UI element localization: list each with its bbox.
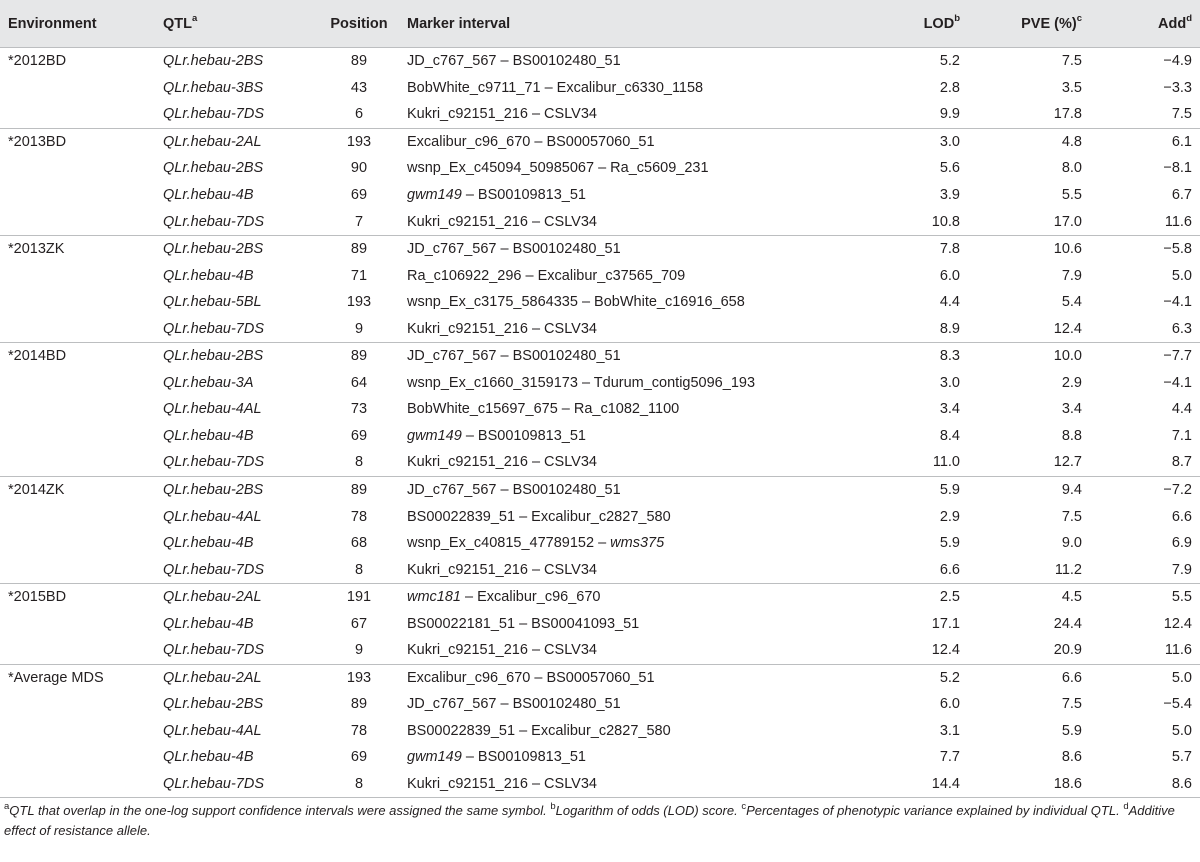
pve-cell: 24.4 [1053,615,1082,632]
lod-cell: 3.4 [939,401,960,418]
table-row [0,637,1200,664]
environment-cell [0,771,161,798]
pve-cell: 8.6 [1061,749,1082,766]
add-cell: 7.5 [1171,106,1192,123]
add-cell: −7.7 [1082,343,1200,370]
lod-cell: 7.8 [840,235,960,262]
position-cell: 71 [350,267,368,284]
pve-cell: 10.6 [960,235,1082,262]
environment-cell [0,449,161,476]
pve-cell: 4.5 [960,583,1082,610]
marker-name: BS00022839_51 – Excalibur_c2827_580 [407,722,671,739]
add-cell: 5.0 [1082,664,1200,691]
lod-cell: 8.9 [939,320,960,337]
marker-interval-cell [407,423,840,450]
add-cell: −3.3 [1163,79,1192,96]
marker-interval-cell [407,691,840,718]
marker-interval-cell [407,315,840,342]
footnote-text: Logarithm of odds (LOD) score. [555,803,738,819]
marker-interval-cell [407,235,840,262]
environment-cell: *2014ZK [0,476,161,503]
add-cell: 5.7 [1171,749,1192,766]
add-cell: −5.8 [1082,235,1200,262]
table-row [0,664,1200,691]
table-body [0,48,1200,798]
pve-cell: 18.6 [960,771,1082,798]
add-cell: −4.1 [1163,294,1192,311]
table-row [0,128,1200,155]
environment-cell: *2014BD [0,343,161,370]
lod-cell: 3.0 [840,128,960,155]
add-cell: −4.9 [1082,48,1200,75]
qtl-cell: QLr.hebau-2BS [163,160,264,177]
table-row [0,771,1200,798]
qtl-cell: QLr.hebau-2BS [161,343,311,370]
marker-interval-cell [407,75,840,102]
marker-name: Kukri_c92151_216 – CSLV34 [407,776,597,793]
add-cell: 5.0 [1171,267,1192,284]
marker-name: wsnp_Ex_c40815_47789152 – [407,535,611,552]
qtl-cell: QLr.hebau-7DS [161,771,311,798]
qtl-cell: QLr.hebau-4B [163,267,254,284]
lod-cell: 11.0 [932,454,960,471]
table-row [0,370,1200,397]
lod-cell: 8.4 [939,427,960,444]
marker-name: wsnp_Ex_c1660_3159173 – Tdurum_contig5096_193 [407,374,756,391]
table-row [0,744,1200,771]
pve-cell: 10.0 [960,343,1082,370]
marker-name: BS00022839_51 – Excalibur_c2827_580 [407,508,671,525]
environment-cell [0,208,161,235]
environment-cell [0,75,161,102]
lod-cell: 3.9 [939,187,960,203]
add-cell: −8.1 [1163,160,1192,177]
pve-cell: 3.5 [1061,79,1082,96]
lod-cell: 6.6 [939,561,960,578]
marker-name: Kukri_c92151_216 – CSLV34 [407,106,597,123]
marker-interval-cell [407,289,840,316]
pve-cell: 20.9 [1053,642,1082,659]
footnote-marker-a: a [192,12,198,24]
position-cell: 9 [354,320,364,337]
position-cell: 67 [350,615,368,632]
marker-name: JD_c767_567 – BS00102480_51 [407,53,621,70]
add-cell: 6.9 [1171,535,1192,552]
pve-cell: 12.4 [1053,320,1082,337]
lod-cell: 3.0 [939,374,960,391]
qtl-cell: QLr.hebau-4AL [163,508,262,525]
marker-name: wsnp_Ex_c45094_50985067 – Ra_c5609_231 [407,160,709,177]
environment-cell [0,744,161,771]
add-cell: 8.7 [1171,454,1192,471]
environment-cell: *2013BD [0,128,161,155]
pve-cell: 2.9 [1061,374,1082,391]
pve-cell: 11.2 [1054,561,1082,578]
marker-interval-cell [407,556,840,583]
pve-cell: 5.4 [1061,294,1082,311]
marker-interval-cell [407,771,840,798]
environment-cell [0,262,161,289]
marker-interval-cell [407,182,840,209]
position-cell: 68 [350,535,368,552]
position-cell: 89 [350,696,368,713]
marker-name: Excalibur_c96_670 – BS00057060_51 [407,669,655,686]
table-row [0,718,1200,745]
environment-cell: *2015BD [0,583,161,610]
header-qtl [161,0,311,48]
pve-cell: 9.4 [960,476,1082,503]
add-cell: 6.3 [1171,320,1192,337]
table-row [0,155,1200,182]
marker-interval-cell [407,503,840,530]
pve-cell: 8.0 [1061,160,1082,177]
marker-name: Kukri_c92151_216 – CSLV34 [407,561,597,578]
environment-cell: *2013ZK [0,235,161,262]
marker-interval-cell [407,530,840,557]
marker-name: BS00022181_51 – BS00041093_51 [407,615,640,632]
position-cell: 43 [350,79,368,96]
header-add-label: Add [1158,15,1187,32]
marker-name: JD_c767_567 – BS00102480_51 [407,482,621,499]
table-row [0,235,1200,262]
pve-cell: 8.8 [1061,427,1082,444]
header-environment [0,0,161,48]
lod-cell: 4.4 [939,294,960,311]
environment-cell [0,423,161,450]
pve-cell: 7.5 [1061,508,1082,525]
marker-interval-cell [407,583,840,610]
lod-cell: 5.9 [840,476,960,503]
position-cell: 193 [311,128,407,155]
qtl-cell: QLr.hebau-7DS [163,320,265,337]
lod-cell: 5.2 [840,48,960,75]
footnote-marker-c: c [1076,12,1082,24]
marker-interval-cell [407,610,840,637]
table-row [0,530,1200,557]
add-cell: −7.2 [1082,476,1200,503]
position-cell: 89 [311,343,407,370]
lod-cell: 10.8 [931,213,960,230]
marker-name: BobWhite_c15697_675 – Ra_c1082_1100 [407,401,680,418]
position-cell: 89 [311,48,407,75]
table-row [0,315,1200,342]
lod-cell: 2.9 [939,508,960,525]
marker-interval-cell [407,476,840,503]
lod-cell: 7.7 [939,749,960,766]
qtl-cell: QLr.hebau-4B [163,427,254,444]
position-cell: 69 [350,427,368,444]
lod-cell: 6.0 [939,696,960,713]
header-marker-interval [407,0,840,48]
qtl-cell: QLr.hebau-2BS [161,476,311,503]
environment-cell [0,530,161,557]
environment-cell [0,289,161,316]
pve-cell: 7.5 [960,48,1082,75]
footnote-text: QTL that overlap in the one-log support confidence intervals were assigned the same symbol. [9,803,547,819]
footnote-letter: c [741,800,747,812]
marker-interval-cell [407,101,840,128]
qtl-cell: QLr.hebau-4AL [163,401,262,418]
marker-name-italic: gwm149 [407,427,462,444]
environment-cell [0,101,161,128]
position-cell: 64 [350,374,368,391]
lod-cell: 3.1 [939,722,960,739]
marker-interval-cell [407,370,840,397]
qtl-cell: QLr.hebau-3A [163,374,254,391]
lod-cell: 17.1 [931,615,960,632]
table-row [0,476,1200,503]
qtl-cell: QLr.hebau-4B [163,187,254,203]
environment-cell [0,155,161,182]
position-cell: 78 [350,722,368,739]
pve-cell: 7.9 [1061,267,1082,284]
table-row [0,556,1200,583]
header-qtl-label: QTL [163,15,192,32]
marker-name-italic: wmc181 [407,589,461,606]
add-cell: 7.1 [1171,427,1192,444]
marker-interval-cell [407,155,840,182]
pve-cell: 17.8 [1053,106,1082,123]
marker-interval-cell [407,343,840,370]
table-row [0,48,1200,75]
add-cell: 6.6 [1171,508,1192,525]
position-cell: 8 [311,771,407,798]
position-cell: 8 [354,454,364,471]
lod-cell: 12.4 [931,642,960,659]
lod-cell: 8.3 [840,343,960,370]
pve-cell: 5.9 [1061,722,1082,739]
marker-name: BobWhite_c9711_71 – Excalibur_c6330_1158 [407,79,704,96]
table-row [0,583,1200,610]
position-cell: 73 [350,401,368,418]
add-cell: −4.1 [1163,374,1192,391]
footnote-text: Additive effect of resistance allele. [4,803,1175,839]
add-cell: 6.7 [1171,187,1192,203]
footnote-text: Percentages of phenotypic variance explained by individual QTL. [746,803,1120,819]
position-cell: 193 [346,294,372,311]
environment-cell [0,556,161,583]
environment-cell [0,370,161,397]
position-cell: 7 [354,213,364,230]
marker-interval-cell [407,208,840,235]
environment-cell: *Average MDS [0,664,161,691]
marker-name: JD_c767_567 – BS00102480_51 [407,696,621,713]
environment-cell [0,610,161,637]
pve-cell: 6.6 [960,664,1082,691]
qtl-cell: QLr.hebau-3BS [163,79,264,96]
lod-cell: 9.9 [939,106,960,123]
position-cell: 69 [350,187,368,203]
pve-cell: 5.5 [1061,187,1082,203]
add-cell: 8.6 [1082,771,1200,798]
pve-cell: 3.4 [1061,401,1082,418]
environment-cell [0,691,161,718]
position-cell: 78 [350,508,368,525]
marker-interval-cell [407,48,840,75]
environment-cell [0,637,161,664]
add-cell: 5.5 [1082,583,1200,610]
pve-cell: 4.8 [960,128,1082,155]
table-row [0,449,1200,476]
header-lod-label: LOD [923,15,955,32]
table-row [0,262,1200,289]
qtl-cell: QLr.hebau-2BS [161,235,311,262]
marker-interval-cell [407,637,840,664]
environment-cell [0,396,161,423]
qtl-cell: QLr.hebau-4B [163,535,254,552]
qtl-cell: QLr.hebau-7DS [163,454,265,471]
position-cell: 191 [311,583,407,610]
lod-cell: 2.8 [939,79,960,96]
lod-cell: 5.6 [939,160,960,177]
add-cell: 7.9 [1171,561,1192,578]
table-footnotes [0,801,1200,841]
add-cell: 11.6 [1164,642,1192,659]
add-cell: 5.0 [1171,722,1192,739]
marker-interval-cell [407,664,840,691]
table-row [0,182,1200,209]
qtl-cell: QLr.hebau-7DS [163,561,265,578]
add-cell: 6.1 [1082,128,1200,155]
header-lod [840,0,960,48]
qtl-cell: QLr.hebau-2AL [161,664,311,691]
lod-cell: 2.5 [840,583,960,610]
header-marker-label: Marker interval [407,15,511,32]
qtl-cell: QLr.hebau-4AL [163,722,262,739]
add-cell: 4.4 [1171,401,1192,418]
add-cell: 11.6 [1164,213,1192,230]
environment-cell [0,182,161,209]
table-row [0,691,1200,718]
header-row [0,0,1200,48]
position-cell: 9 [354,642,364,659]
marker-name: JD_c767_567 – BS00102480_51 [407,348,621,365]
lod-cell: 6.0 [939,267,960,284]
qtl-cell: QLr.hebau-4B [163,749,254,766]
table-row [0,75,1200,102]
marker-name-italic: gwm149 [407,749,462,766]
table-row [0,101,1200,128]
marker-interval-cell [407,718,840,745]
marker-interval-cell [407,449,840,476]
lod-cell: 5.9 [939,535,960,552]
add-cell: −5.4 [1163,696,1192,713]
qtl-cell: QLr.hebau-4B [163,615,254,632]
position-cell: 8 [354,561,364,578]
lod-cell: 14.4 [840,771,960,798]
table-row [0,610,1200,637]
marker-name: Kukri_c92151_216 – CSLV34 [407,642,597,659]
header-add [1082,0,1200,48]
position-cell: 89 [311,476,407,503]
qtl-cell: QLr.hebau-7DS [163,213,265,230]
table-row [0,289,1200,316]
footnote-letter: b [550,800,556,812]
marker-interval-cell [407,262,840,289]
marker-interval-cell [407,396,840,423]
position-cell: 6 [354,106,364,123]
marker-name: Excalibur_c96_670 – BS00057060_51 [407,133,655,150]
pve-cell: 9.0 [1061,535,1082,552]
environment-cell [0,315,161,342]
environment-cell [0,718,161,745]
position-cell: 69 [350,749,368,766]
marker-name: Ra_c106922_296 – Excalibur_c37565_709 [407,267,686,284]
header-position [311,0,407,48]
marker-name: JD_c767_567 – BS00102480_51 [407,241,621,258]
marker-name: – Excalibur_c96_670 [461,589,601,606]
footnote-letter: a [4,800,10,812]
header-pve [960,0,1082,48]
lod-cell: 5.2 [840,664,960,691]
qtl-cell: QLr.hebau-2AL [161,583,311,610]
header-environment-label: Environment [8,15,97,32]
position-cell: 90 [350,160,368,177]
marker-name: Kukri_c92151_216 – CSLV34 [407,320,597,337]
qtl-cell: QLr.hebau-2BS [161,48,311,75]
environment-cell [0,503,161,530]
position-cell: 193 [311,664,407,691]
qtl-cell: QLr.hebau-5BL [163,294,262,311]
qtl-cell: QLr.hebau-2AL [161,128,311,155]
qtl-cell: QLr.hebau-7DS [163,106,265,123]
marker-name: wsnp_Ex_c3175_5864335 – BobWhite_c16916_658 [407,294,745,311]
marker-interval-cell [407,128,840,155]
marker-name: – BS00109813_51 [461,749,586,766]
marker-name-italic: wms375 [610,535,665,552]
qtl-cell: QLr.hebau-7DS [163,642,265,659]
pve-cell: 7.5 [1061,696,1082,713]
table-row [0,343,1200,370]
table-header [0,0,1200,48]
marker-name: Kukri_c92151_216 – CSLV34 [407,213,597,230]
table-row [0,503,1200,530]
table-row [0,423,1200,450]
marker-name: – BS00109813_51 [461,187,586,203]
position-cell: 89 [311,235,407,262]
footnote-marker-b: b [954,12,960,24]
marker-interval-cell [407,744,840,771]
footnote-marker-d: d [1186,12,1192,24]
pve-cell: 17.0 [1053,213,1082,230]
table-row [0,208,1200,235]
environment-cell: *2012BD [0,48,161,75]
marker-name: – BS00109813_51 [461,427,586,444]
header-pve-label: PVE (%) [1021,15,1077,32]
header-position-label: Position [330,15,388,32]
marker-name: Kukri_c92151_216 – CSLV34 [407,454,597,471]
footnote-letter: d [1123,800,1129,812]
table-row [0,396,1200,423]
pve-cell: 12.7 [1053,454,1082,471]
qtl-cell: QLr.hebau-2BS [163,696,264,713]
marker-name-italic: gwm149 [407,187,462,203]
add-cell: 12.4 [1163,615,1192,632]
